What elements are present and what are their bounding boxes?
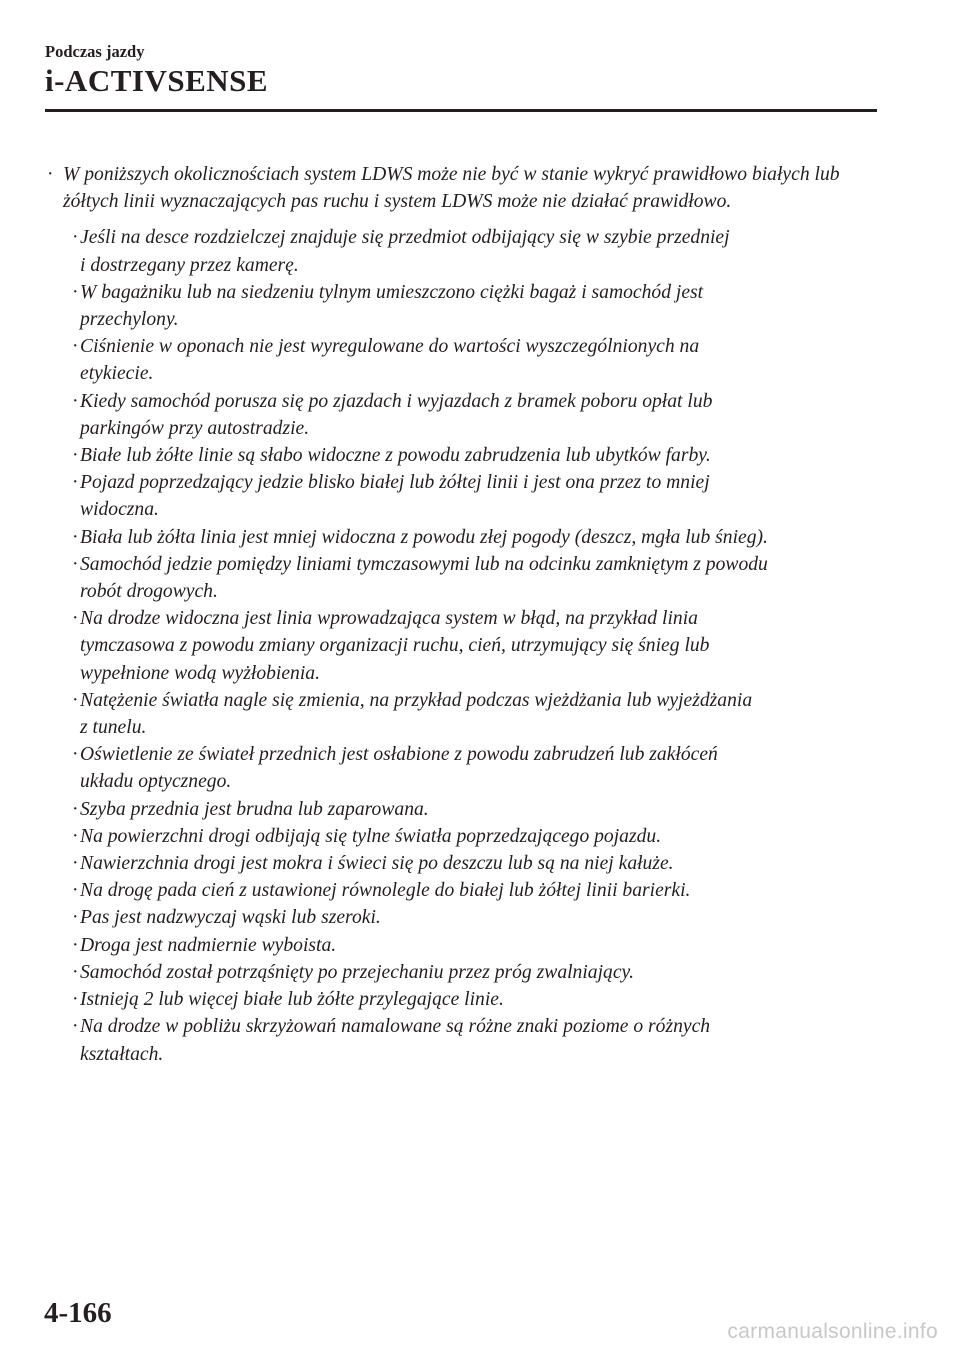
list-item (70, 333, 878, 387)
condition-text: Nawierzchnia drogi jest mokra i świeci się po deszczu lub są na niej kałuże. (80, 853, 674, 875)
list-item (70, 877, 878, 904)
bullet-dot: · (72, 907, 79, 929)
condition-text: Na drodze widoczna jest linia wprowadzająca system w błąd, na przykład linia tymczasowa z powodu zmiany organizacji ruchu, cień, utrzymujący się śnieg lub wypełnione wodą wyżłobienia. (80, 608, 710, 684)
list-item (70, 388, 878, 442)
bullet-dot: · (72, 880, 79, 902)
list-item (70, 796, 878, 823)
bullet-dot: · (72, 989, 79, 1011)
list-item (70, 605, 878, 687)
bullet-dot: · (72, 1016, 79, 1038)
page-header (45, 42, 877, 100)
list-item (70, 524, 878, 551)
conditions-list (70, 224, 878, 1067)
list-item (70, 687, 878, 741)
list-item (70, 741, 878, 795)
condition-text: Na drogę pada cień z ustawionej równolegle do białej lub żółtej linii barierki. (80, 880, 691, 902)
list-item (70, 959, 878, 986)
condition-text: Ciśnienie w oponach nie jest wyregulowane do wartości wyszczególnionych na etykiecie. (80, 336, 700, 385)
document-body (44, 161, 876, 1068)
bullet-dot: · (72, 853, 79, 875)
bullet-dot: · (72, 526, 79, 548)
list-item (70, 1013, 878, 1067)
condition-text: Białe lub żółte linie są słabo widoczne z powodu zabrudzenia lub ubytków farby. (80, 445, 711, 467)
bullet-dot: · (72, 798, 79, 820)
bullet-dot: · (72, 390, 79, 412)
chapter-title: i-ACTIVSENSE (45, 63, 269, 98)
condition-text: Samochód jedzie pomiędzy liniami tymczasowymi lub na odcinku zamkniętym z powodu robót drogowych. (80, 553, 768, 603)
condition-text: Szyba przednia jest brudna lub zaparowana. (80, 798, 429, 820)
list-item (70, 850, 878, 877)
main-bullet-item (44, 161, 876, 215)
condition-text: Istnieją 2 lub więcej białe lub żółte przylegające linie. (80, 989, 504, 1011)
bullet-dot: · (72, 472, 79, 494)
bullet-dot: · (72, 227, 79, 249)
header-divider (45, 109, 877, 112)
list-item (70, 224, 878, 278)
list-item (70, 551, 878, 605)
bullet-dot: · (72, 445, 79, 467)
condition-text: Na drodze w pobliżu skrzyżowań namalowane są różne znaki poziome o różnych kształtach. (80, 1016, 711, 1065)
bullet-dot: · (72, 825, 79, 847)
bullet-dot: · (72, 553, 79, 575)
list-item (70, 279, 878, 333)
list-item (70, 469, 878, 523)
bullet-dot: · (72, 608, 79, 630)
bullet-dot: · (72, 336, 79, 358)
condition-text: Pas jest nadzwyczaj wąski lub szeroki. (80, 907, 381, 929)
condition-text: Na powierzchni drogi odbijają się tylne światła poprzedzającego pojazdu. (80, 825, 662, 847)
condition-text: Biała lub żółta linia jest mniej widoczna z powodu złej pogody (deszcz, mgła lub śnieg). (80, 526, 768, 548)
condition-text: Jeśli na desce rozdzielczej znajduje się przedmiot odbijający się w szybie przedniej i dostrzegany przez kamerę. (80, 227, 730, 276)
list-item (70, 932, 878, 959)
bullet-dot: · (72, 689, 79, 711)
list-item (70, 442, 878, 469)
condition-text: Samochód został potrząśnięty po przejechaniu przez próg zwalniający. (80, 961, 635, 983)
condition-text: Kiedy samochód porusza się po zjazdach i wyjazdach z bramek poboru opłat lub parkingów przy autostradzie. (80, 390, 713, 439)
list-item (70, 904, 878, 931)
bullet-dot: · (72, 961, 79, 983)
list-item (70, 823, 878, 850)
list-item (70, 986, 878, 1013)
condition-text: W bagażniku lub na siedzeniu tylnym umieszczono ciężki bagaż i samochód jest przechylony. (80, 281, 704, 331)
bullet-dot: · (72, 744, 79, 766)
bullet-dot: · (72, 281, 79, 303)
condition-text: Oświetlenie ze świateł przednich jest osłabione z powodu zabrudzeń lub zakłóceń układu optycznego. (80, 744, 718, 793)
condition-text: Droga jest nadmiernie wyboista. (80, 934, 337, 956)
section-label: Podczas jazdy (45, 42, 145, 61)
condition-text: Natężenie światła nagle się zmienia, na przykład podczas wjeżdżania lub wyjeżdżania z tunelu. (80, 689, 753, 739)
page-number: 4-166 (44, 1297, 112, 1329)
condition-text: Pojazd poprzedzający jedzie blisko białej lub żółtej linii i jest ona przez to mniej widoczna. (80, 472, 710, 521)
bullet-dot: · (72, 934, 79, 956)
main-bullet-text: W poniższych okolicznościach system LDWS może nie być w stanie wykryć prawidłowo białych lub żółtych linii wyznaczających pas ruchu i system LDWS może nie działać prawidłowo. (63, 164, 840, 213)
bullet-dot: · (47, 164, 54, 185)
watermark: carmanualsonline.info (727, 1320, 938, 1343)
